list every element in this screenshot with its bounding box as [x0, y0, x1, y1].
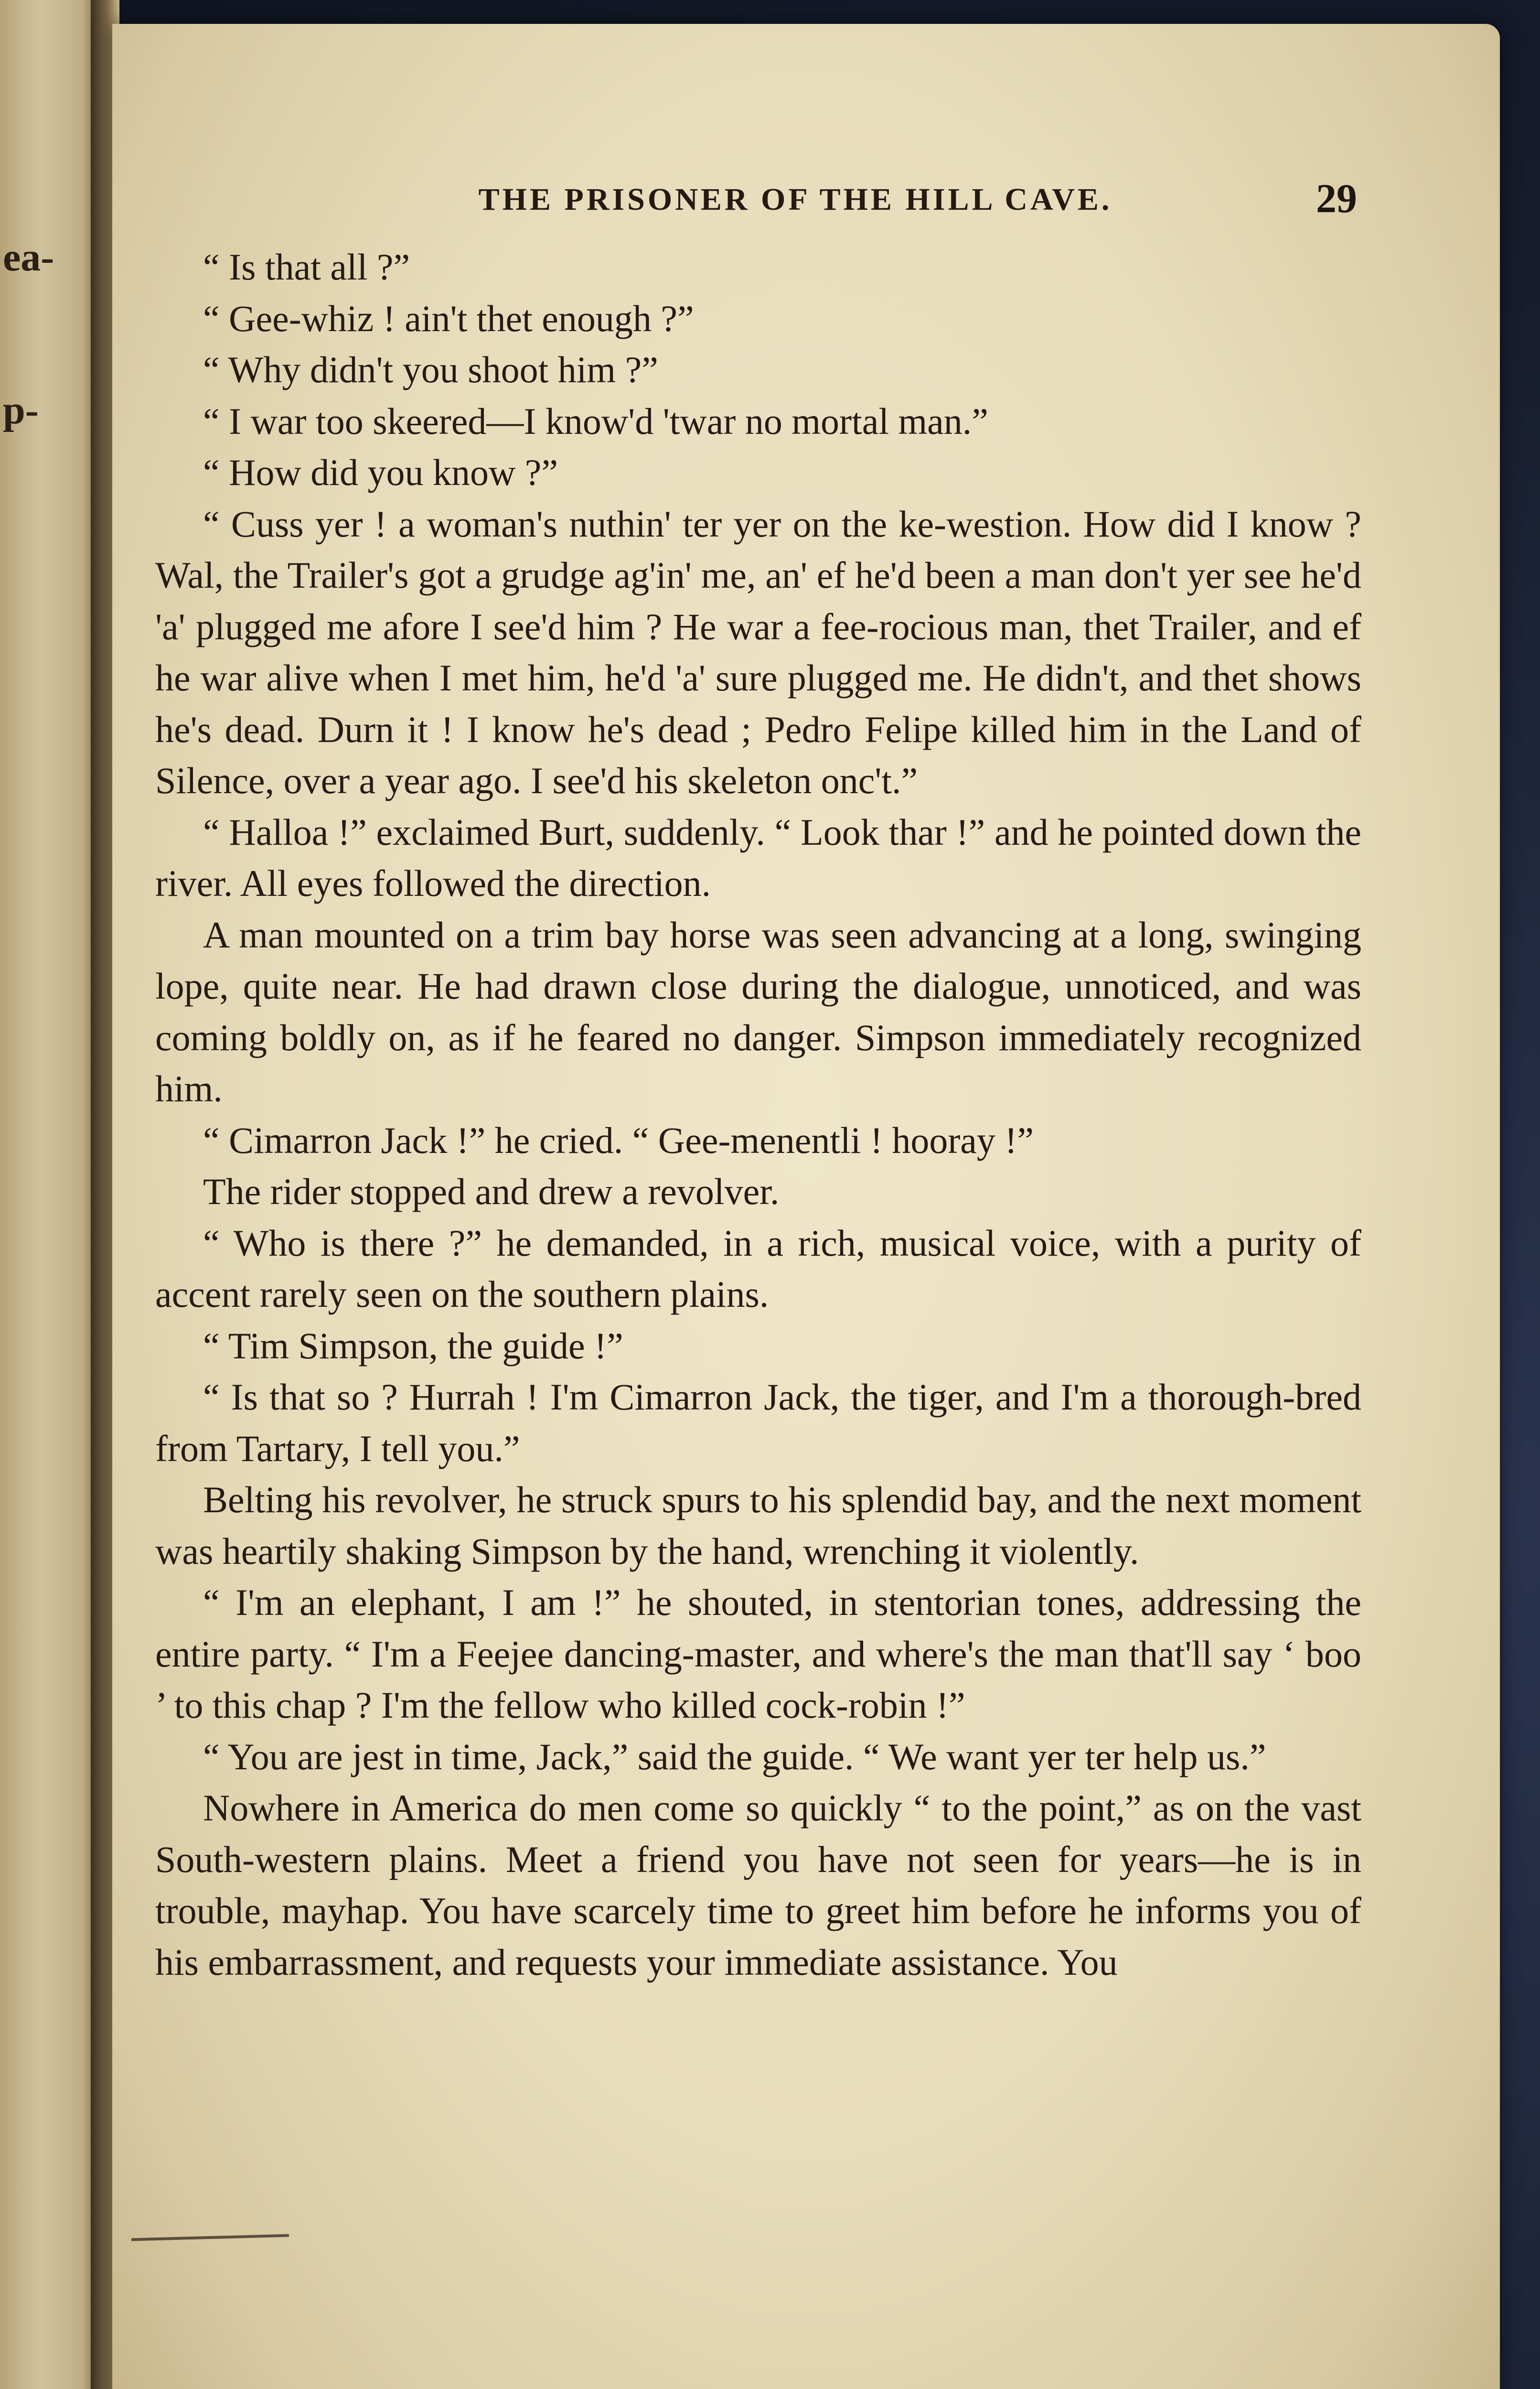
paragraph: The rider stopped and drew a revolver. — [203, 1171, 780, 1212]
paragraph: Nowhere in America do men come so quickly “ to the point,” as on the vast South-western plains. Meet a friend you have not seen for years—he is in trouble, mayhap. You have scarcely time to greet him before he informs you of his embarrassment, and requests your immediate assistance. You — [155, 1787, 1361, 1983]
paragraph: “ Cimarron Jack !” he cried. “ Gee-menentli ! hooray !” — [203, 1119, 1034, 1161]
paragraph: “ Who is there ?” he demanded, in a rich, musical voice, with a purity of accent rarely seen on the southern plains. — [155, 1222, 1361, 1315]
left-page-edge — [0, 0, 103, 2389]
running-title: THE PRISONER OF THE HILL CAVE. — [478, 182, 1112, 217]
page-number: 29 — [1316, 175, 1357, 221]
paragraph: “ Halloa !” exclaimed Burt, suddenly. “ Look thar !” and he pointed down the river. All eyes followed the direction. — [155, 811, 1361, 904]
body-text — [155, 241, 1361, 1988]
paragraph: “ Cuss yer ! a woman's nuthin' ter yer on the ke-westion. How did I know ? Wal, the Trailer's got a grudge ag'in' me, an' ef he'd been a man don't yer see he'd 'a' plugged me afore I see'd him ? He war a fee-rocious man, thet Trailer, and ef he war alive when I met him, he'd 'a' sure plugged me. He didn't, and thet shows he's dead. Durn it ! I know he's dead ; Pedro Felipe killed him in the Land of Silence, over a year ago. I see'd his skeleton onc't.” — [155, 503, 1361, 801]
paragraph: “ How did you know ?” — [203, 452, 558, 493]
book-page — [112, 24, 1500, 2389]
left-page-fragment: ea- — [3, 235, 54, 280]
paragraph: “ I war too skeered—I know'd 'twar no mortal man.” — [203, 400, 988, 442]
paragraph: “ I'm an elephant, I am !” he shouted, in stentorian tones, addressing the entire party. “ I'm a Feejee dancing-master, and where's the man that'll say ‘ boo ’ to this chap ? I'm the fellow who killed cock-robin !” — [155, 1582, 1361, 1726]
paragraph: Belting his revolver, he struck spurs to his splendid bay, and the next moment was heartily shaking Simpson by the hand, wrenching it violently. — [155, 1479, 1361, 1572]
paragraph: “ You are jest in time, Jack,” said the guide. “ We want yer ter help us.” — [203, 1735, 1266, 1777]
paragraph: “ Why didn't you shoot him ?” — [203, 349, 658, 390]
paragraph: A man mounted on a trim bay horse was seen advancing at a long, swinging lope, quite near. He had drawn close during the dialogue, unnoticed, and was coming boldly on, as if he feared no danger. Simpson immediately recognized him. — [155, 914, 1361, 1109]
left-page-fragment: p- — [3, 388, 39, 432]
paragraph: “ Gee-whiz ! ain't thet enough ?” — [203, 297, 694, 339]
pencil-mark — [131, 2234, 289, 2241]
paragraph: “ Is that all ?” — [203, 246, 410, 288]
paragraph: “ Is that so ? Hurrah ! I'm Cimarron Jack, the tiger, and I'm a thorough-bred from Tartary, I tell you.” — [155, 1376, 1361, 1469]
paragraph: “ Tim Simpson, the guide !” — [203, 1324, 623, 1367]
